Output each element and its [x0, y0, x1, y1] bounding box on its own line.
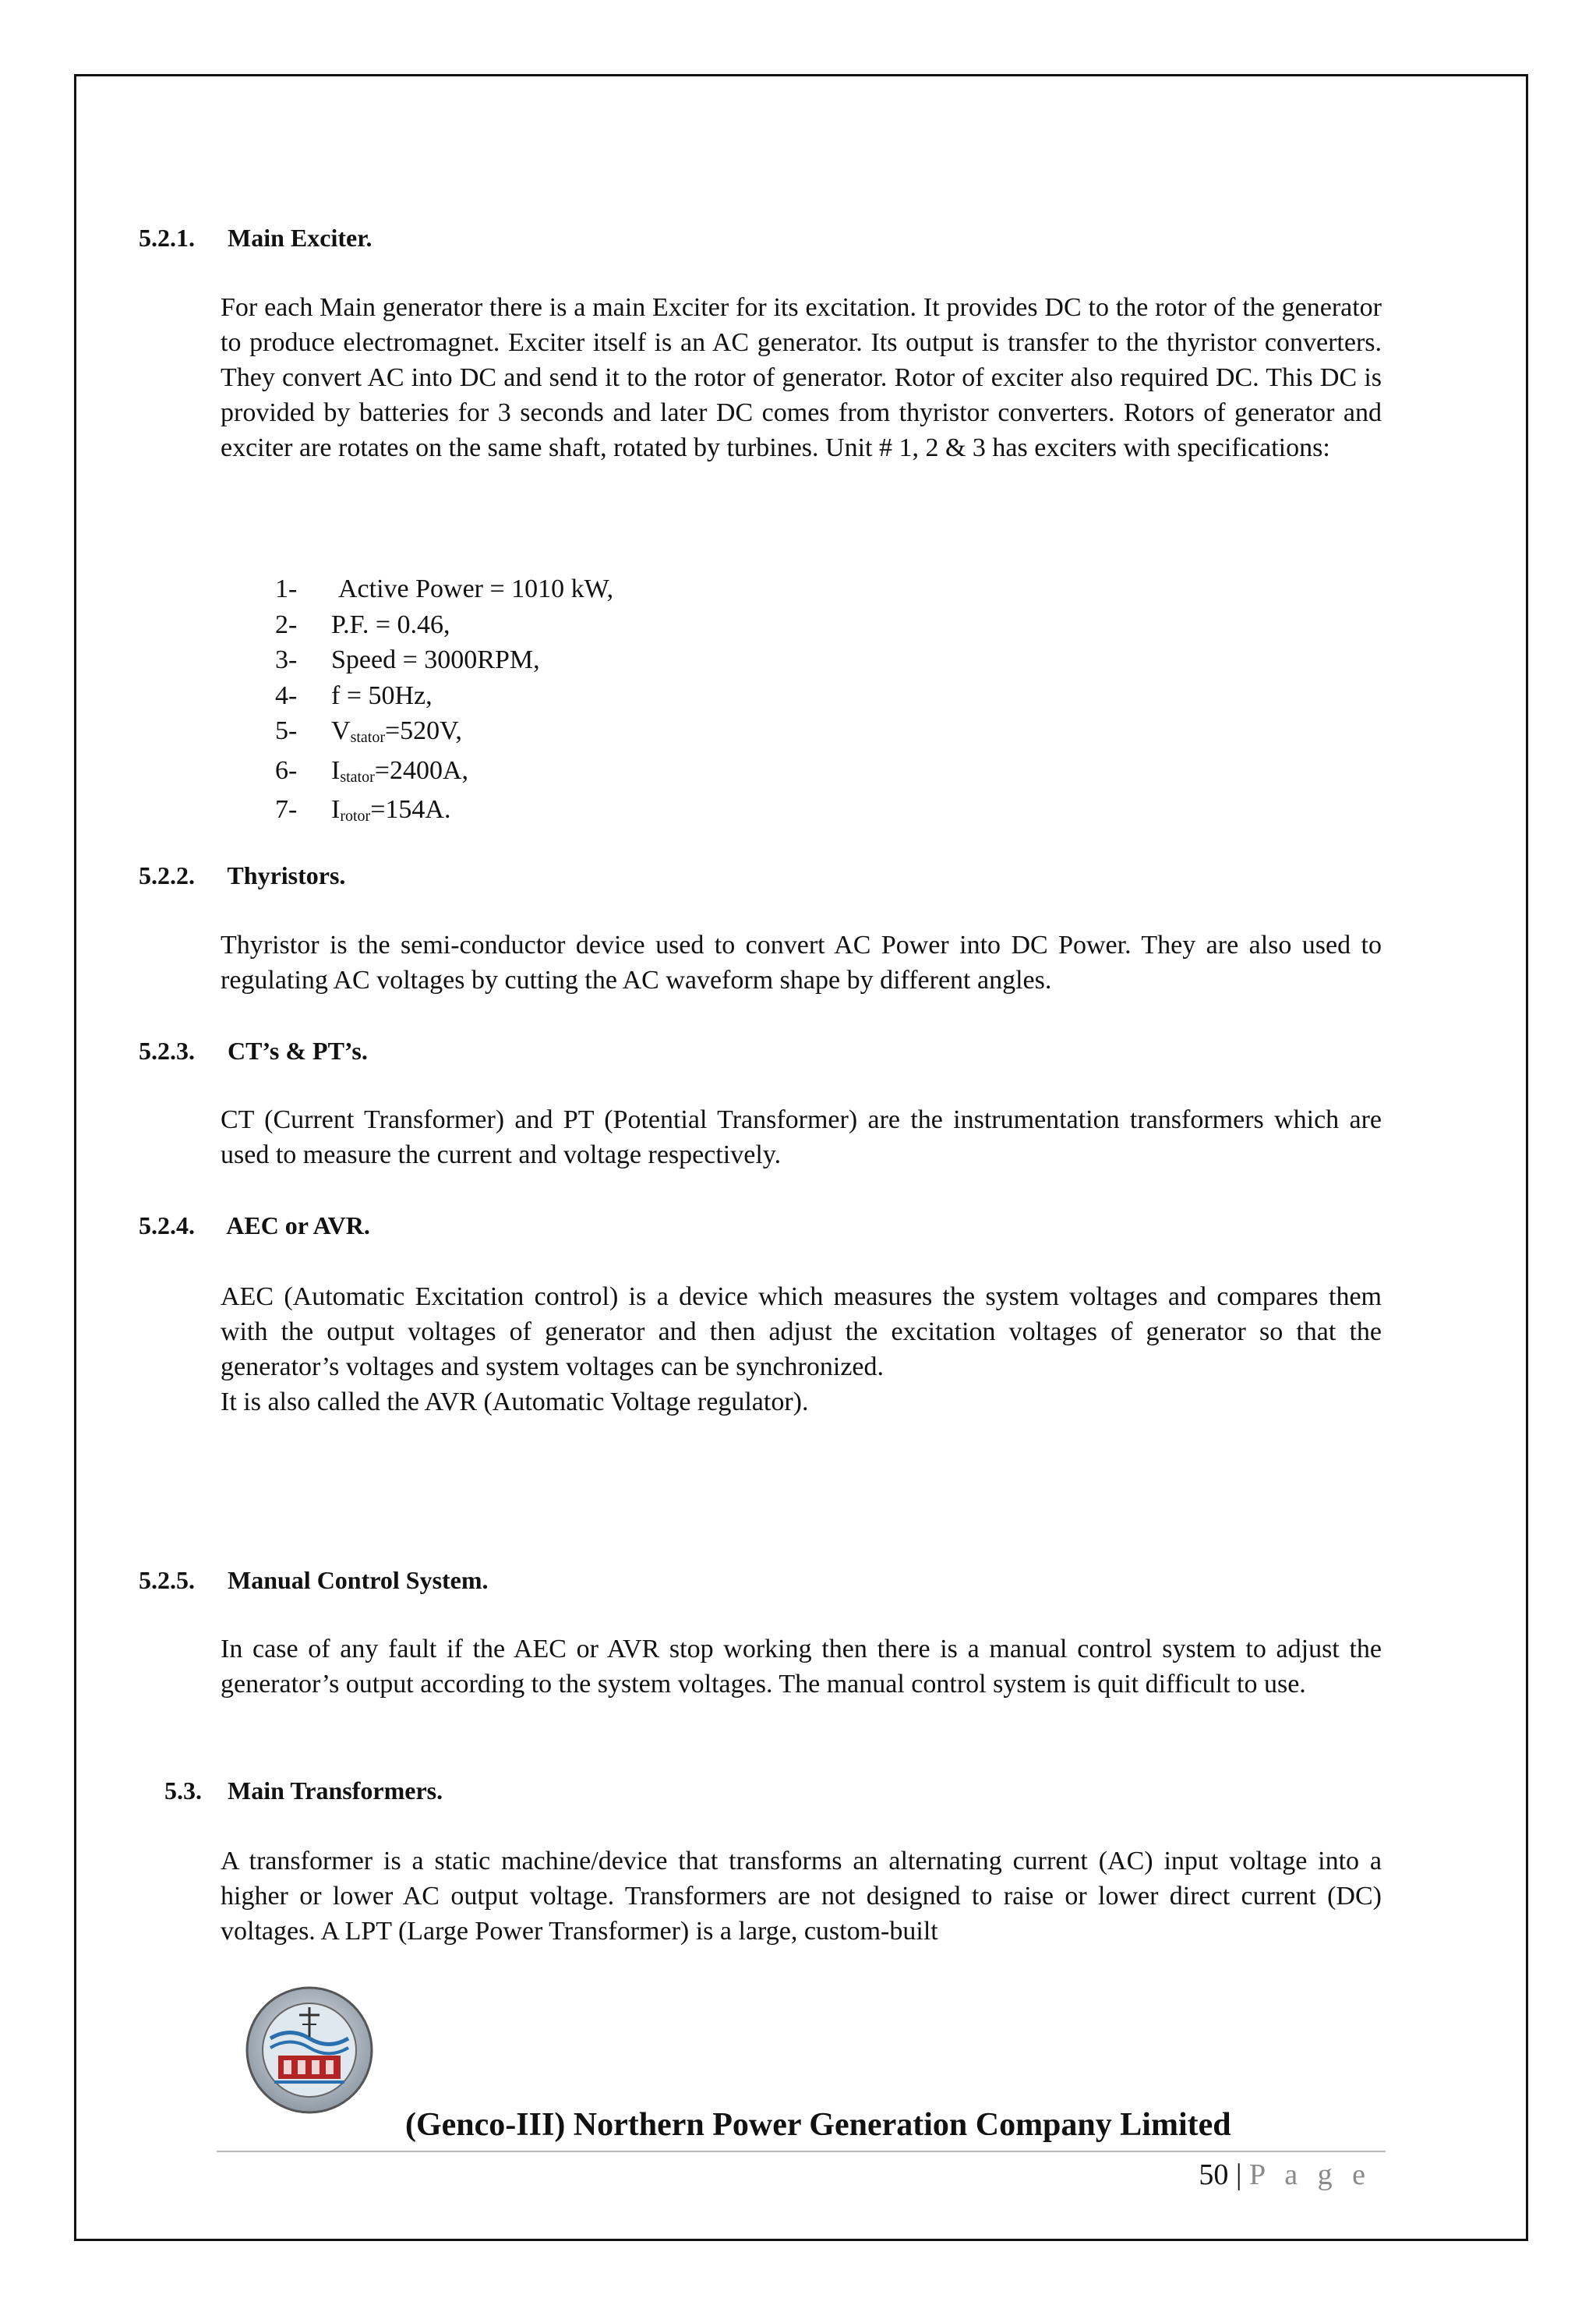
spec-item: 3- Speed = 3000RPM, — [275, 645, 540, 674]
page-number-separator: | — [1235, 2158, 1242, 2191]
section-title: Main Exciter. — [228, 224, 373, 252]
aec-avr-note: It is also called the AVR (Automatic Voltage regulator). — [221, 1388, 809, 1416]
spec-item: 1- Active Power = 1010 kW, — [275, 574, 614, 603]
section-title: Main Transformers. — [228, 1776, 443, 1805]
company-logo — [243, 1984, 376, 2116]
section-title: AEC or AVR. — [226, 1211, 370, 1239]
ct-pt-paragraph: CT (Current Transformer) and PT (Potential Transformer) are the instrumentation transformers which are used to measure the current and voltage respectively. — [221, 1105, 1382, 1169]
spec-item: 4- f = 50Hz, — [275, 681, 433, 710]
section-title: CT’s & PT’s. — [228, 1037, 368, 1065]
section-number: 5.2.1. — [139, 224, 195, 252]
section-title: Manual Control System. — [228, 1566, 489, 1594]
section-heading-5-2-5 — [139, 1566, 489, 1595]
spec-item: 5- $V_{stator}=520V$, — [275, 716, 462, 746]
thyristors-paragraph: Thyristor is the semi-conductor device used to convert AC Power into DC Power. They are also used to regulating AC voltages by cutting the AC waveform shape by different angles. — [221, 931, 1382, 995]
main-exciter-paragraph: For each Main generator there is a main Exciter for its excitation. It provides DC to the rotor of the generator to produce electromagnet. Exciter itself is an AC generator. Its output is transfer to the thyristor converters. They convert AC into DC and send it to the rotor of generator. Rotor of exciter also required DC. This DC is provided by batteries for 3 seconds and later DC comes from thyristor converters. Rotors of generator and exciter are rotates on the same shaft, rotated by turbines. Unit # 1, 2 & 3 has exciters with specifications: — [221, 293, 1382, 462]
page-number-value: 50 — [1199, 2158, 1229, 2191]
section-heading-5-3 — [164, 1776, 443, 1805]
section-heading-5-2-2 — [139, 861, 345, 890]
manual-control-paragraph: In case of any fault if the AEC or AVR stop working then there is a manual control system to adjust the generator’s output according to the system voltages. The manual control system is quit difficult to use. — [221, 1635, 1382, 1699]
page-number — [1199, 2158, 1372, 2192]
section-number: 5.2.5. — [139, 1566, 195, 1594]
footer-company-name: (Genco-III) Northern Power Generation Company Limited — [405, 2107, 1231, 2143]
spec-item: 2- P.F. = 0.46, — [275, 610, 450, 639]
exciter-spec-list — [275, 571, 613, 832]
section-number: 5.2.2. — [139, 861, 195, 889]
section-number: 5.2.4. — [139, 1211, 195, 1239]
spec-item: 7- $I_{rotor}=154A$. — [275, 795, 451, 825]
page-label: P a g e — [1249, 2158, 1372, 2191]
footer-divider — [217, 2151, 1386, 2152]
section-title: Thyristors. — [227, 861, 346, 889]
section-heading-5-2-3 — [139, 1037, 368, 1066]
section-heading-5-2-1 — [139, 224, 372, 253]
section-number: 5.3. — [164, 1776, 202, 1805]
spec-item: 6- $I_{stator}=2400A$, — [275, 755, 468, 786]
aec-avr-paragraph: AEC (Automatic Excitation control) is a device which measures the system voltages and compares them with the output voltages of generator and then adjust the excitation voltages of generator so that the generator’s voltages and system voltages can be synchronized. — [221, 1282, 1382, 1381]
section-heading-5-2-4 — [139, 1211, 370, 1240]
main-transformers-paragraph: A transformer is a static machine/device that transforms an alternating current (AC) input voltage into a higher or lower AC output voltage. Transformers are not designed to raise or lower direct current (DC) voltages. A LPT (Large Power Transformer) is a large, custom-built — [221, 1847, 1382, 1946]
section-number: 5.2.3. — [139, 1037, 195, 1065]
